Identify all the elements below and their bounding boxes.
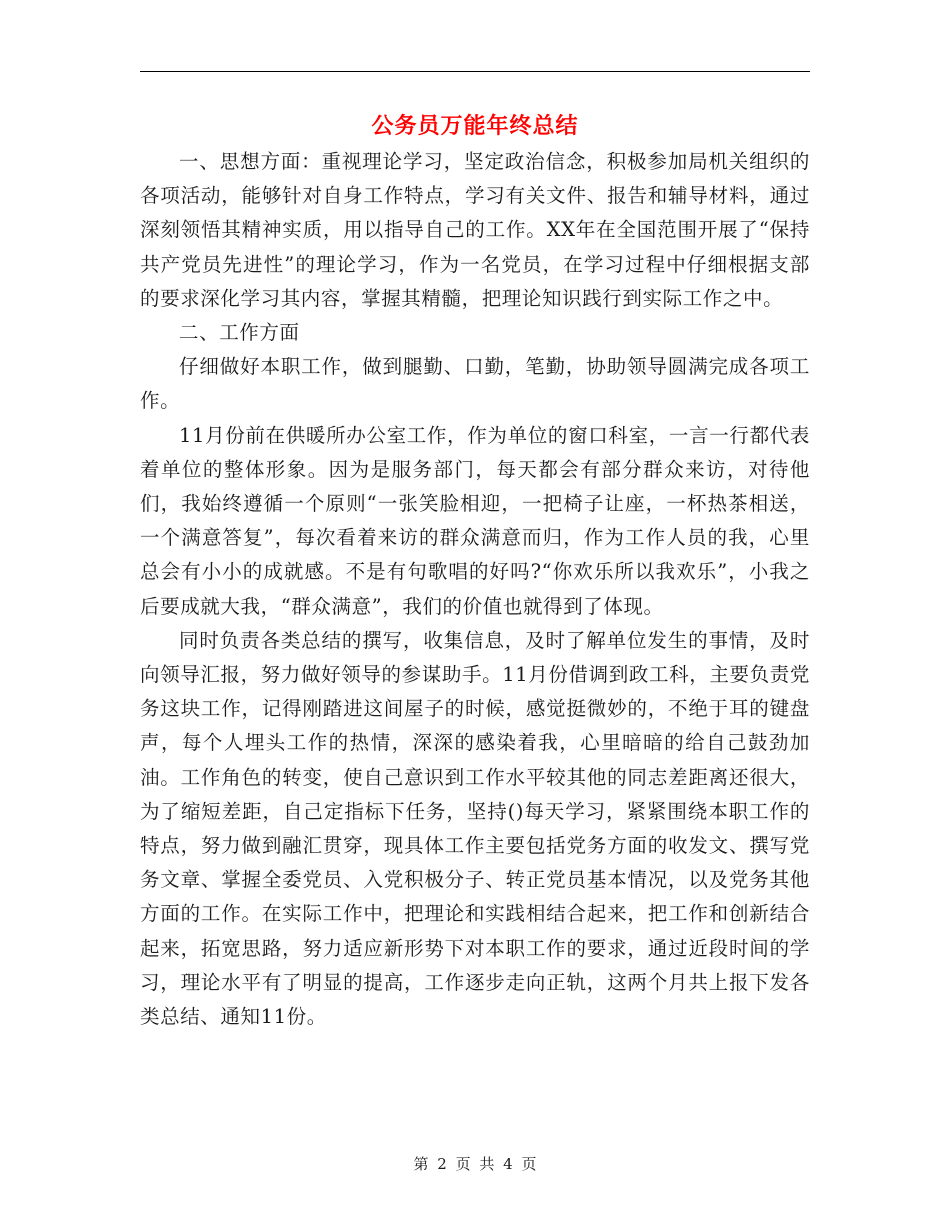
document-title: 公务员万能年终总结 xyxy=(371,113,579,139)
header-rule xyxy=(140,71,810,72)
paragraph-duties: 仔细做好本职工作，做到腿勤、口勤，笔勤，协助领导圆满完成各项工作。 xyxy=(140,355,810,413)
section-heading-work: 二、工作方面 xyxy=(179,321,300,345)
paragraph-ideology: 一、思想方面：重视理论学习，坚定政治信念，积极参加局机关组织的各项活动，能够针对自身工作特点，学习有关文件、报告和辅导材料，通过深刻领悟其精神实质，用以指导自己的工作。XX年在全国范围开展了“保持共产党员先进性”的理论学习，作为一名党员，在学习过程中仔细根据支部的要求深化学习其内容，掌握其精髓，把理论知识践行到实际工作之中。 xyxy=(140,150,810,310)
page-number-footer: 第 2 页 共 4 页 xyxy=(413,1155,537,1173)
paragraph-heating-office: 11月份前在供暖所办公室工作，作为单位的窗口科室，一言一行都代表着单位的整体形象。因为是服务部门，每天都会有部分群众来访，对待他们，我始终遵循一个原则“一张笑脸相迎，一把椅子让座，一杯热茶相送，一个满意答复”，每次看着来访的群众满意而归，作为工作人员的我，心里总会有小小的成就感。不是有句歌唱的好吗?“你欢乐所以我欢乐”，小我之后要成就大我，“群众满意”，我们的价值也就得到了体现。 xyxy=(140,423,810,618)
paragraph-political-work: 同时负责各类总结的撰写，收集信息，及时了解单位发生的事情，及时向领导汇报，努力做好领导的参谋助手。11月份借调到政工科，主要负责党务这块工作，记得刚踏进这间屋子的时候，感觉挺微妙的，不绝于耳的键盘声，每个人埋头工作的热情，深深的感染着我，心里暗暗的给自己鼓劲加油。工作角色的转变，使自己意识到工作水平较其他的同志差距离还很大，为了缩短差距，自己定指标下任务，坚持()每天学习，紧紧围绕本职工作的特点，努力做到融汇贯穿，现具体工作主要包括党务方面的收发文、撰写党务文章、掌握全委党员、入党积极分子、转正党员基本情况，以及党务其他方面的工作。在实际工作中，把理论和实践相结合起来，把工作和创新结合起来，拓宽思路，努力适应新形势下对本职工作的要求，通过近段时间的学习，理论水平有了明显的提高，工作逐步走向正轨，这两个月共上报下发各类总结、通知11份。 xyxy=(140,628,810,1029)
document-body xyxy=(140,145,810,1034)
